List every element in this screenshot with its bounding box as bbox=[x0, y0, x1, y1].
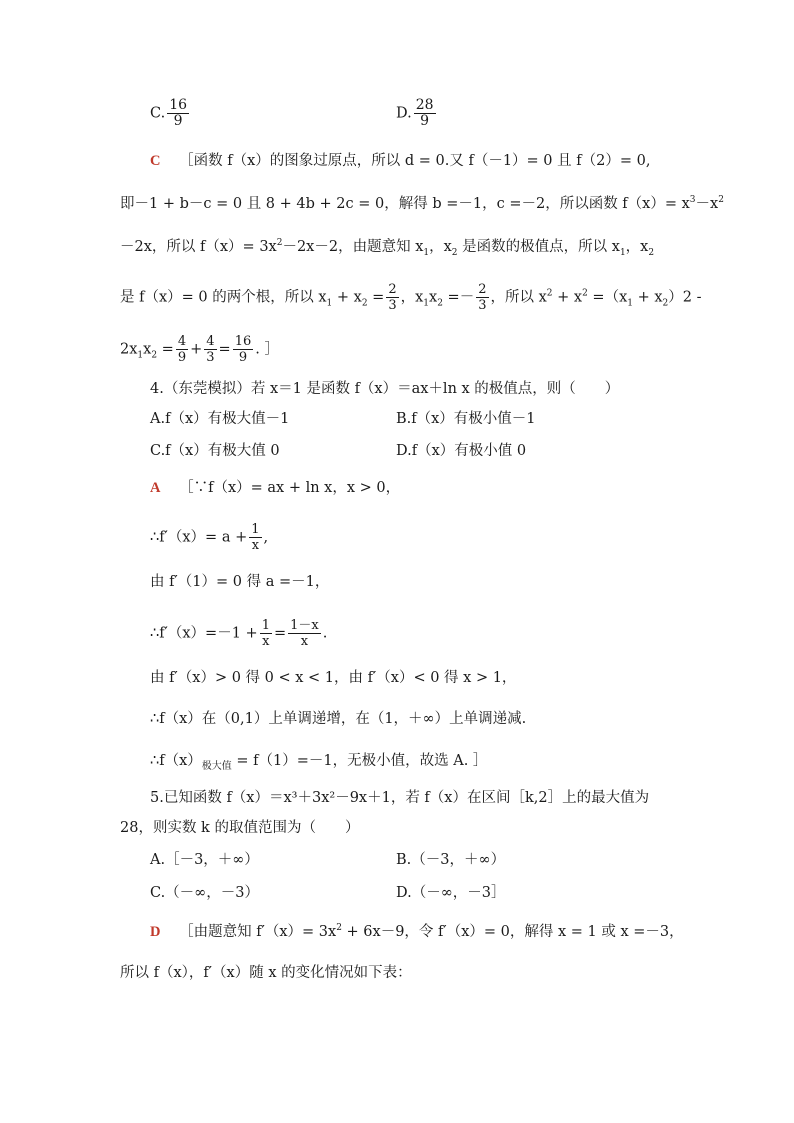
q3-solution-line-2: 即－1 + b－c = 0 且 8 + 4b + 2c = 0，解得 b =－1，c =－2，所以函数 $f(x)= x^3-x^2$ bbox=[120, 195, 724, 212]
q4-answer: A bbox=[150, 480, 161, 496]
q4-solution-line-7: $\therefore f(x)_{极大值} = f(1)=-1$，无极小值，故选 A. ］ bbox=[150, 753, 488, 772]
q4-solution-line-6: ∴f（x）在（0,1）上单调递增，在（1，＋∞）上单调递减. bbox=[150, 711, 527, 727]
q5-solution-line-1: D ［由题意知 $f'(x)= 3x^2 + 6x-9$，令 f′（x）= 0，解得 x = 1 或 x =－3， bbox=[150, 923, 684, 940]
q5-stem-line-1: 5.已知函数 f（x）＝x³＋3x²－9x＋1，若 f（x）在区间［k,2］上的最大值为 bbox=[150, 790, 650, 806]
q4-solution-line-4: ∴f′（x）=－1 + $\frac{1}{x}$ = $\frac{1-x}{x}$ . bbox=[150, 618, 328, 649]
q5-solution-line-2: 所以 f（x），f′（x）随 x 的变化情况如下表： bbox=[120, 965, 412, 981]
q4-solution-line-5: 由 f′（x）> 0 得 0 < x < 1，由 f′（x）< 0 得 x > 1， bbox=[150, 670, 517, 686]
q5-option-c: C.（－∞，－3） bbox=[150, 885, 259, 901]
q3-solution-line-5: $2x_1x_2$ = $\frac{4}{9}$ + $\frac{4}{3}$ = $\frac{16}{9}$ . ］ bbox=[120, 334, 279, 365]
q4-option-d: D.f（x）有极小值 0 bbox=[396, 443, 527, 459]
q5-answer: D bbox=[150, 924, 161, 940]
q5-option-a: A.［－3，＋∞） bbox=[150, 852, 259, 868]
q4-solution-line-3: 由 f′（1）= 0 得 a =－1， bbox=[150, 574, 330, 590]
q4-solution-line-2: ∴f′（x）= a + $\frac{1}{x}$ , bbox=[150, 522, 269, 553]
q5-option-b: B.（－3，＋∞） bbox=[396, 852, 506, 868]
q3-option-c: C. $\frac{16}{9}$ bbox=[150, 97, 188, 129]
q3-solution-line-4: 是 f（x）= 0 的两个根，所以 $x_1 + x_2$ = $\frac{2}{3}$ ，$x_1x_2$ =－ $\frac{2}{3}$ ，所以 $x^2 + x^2 =(x_1 + x_2)2$ - bbox=[120, 282, 702, 313]
q3-solution-line-1: C ［函数 f（x）的图象过原点，所以 d = 0.又 f（－1）= 0 且 f（2）= 0, bbox=[150, 153, 651, 169]
q3-answer: C bbox=[150, 153, 161, 169]
q5-option-d: D.（－∞，－3］ bbox=[396, 885, 506, 901]
q3-option-d: D. $\frac{28}{9}$ bbox=[396, 97, 434, 129]
q4-option-b: B.f（x）有极小值－1 bbox=[396, 411, 536, 427]
q5-stem-line-2: 28，则实数 k 的取值范围为（ ） bbox=[120, 820, 360, 836]
q4-option-a: A.f（x）有极大值－1 bbox=[150, 411, 290, 427]
q4-solution-line-1: A ［∵f（x）= ax + ln x，x > 0， bbox=[150, 480, 401, 496]
q4-option-c: C.f（x）有极大值 0 bbox=[150, 443, 280, 459]
q4-stem: 4.（东莞模拟）若 x＝1 是函数 f（x）＝ax＋ln x 的极值点，则（ ） bbox=[150, 381, 620, 397]
q3-solution-line-3: －2x，所以 $f(x)= 3x^2-2x-2$，由题意知 $x_1$，$x_2$ 是函数的极值点，所以 $x_1$，$x_2$ bbox=[120, 238, 655, 258]
